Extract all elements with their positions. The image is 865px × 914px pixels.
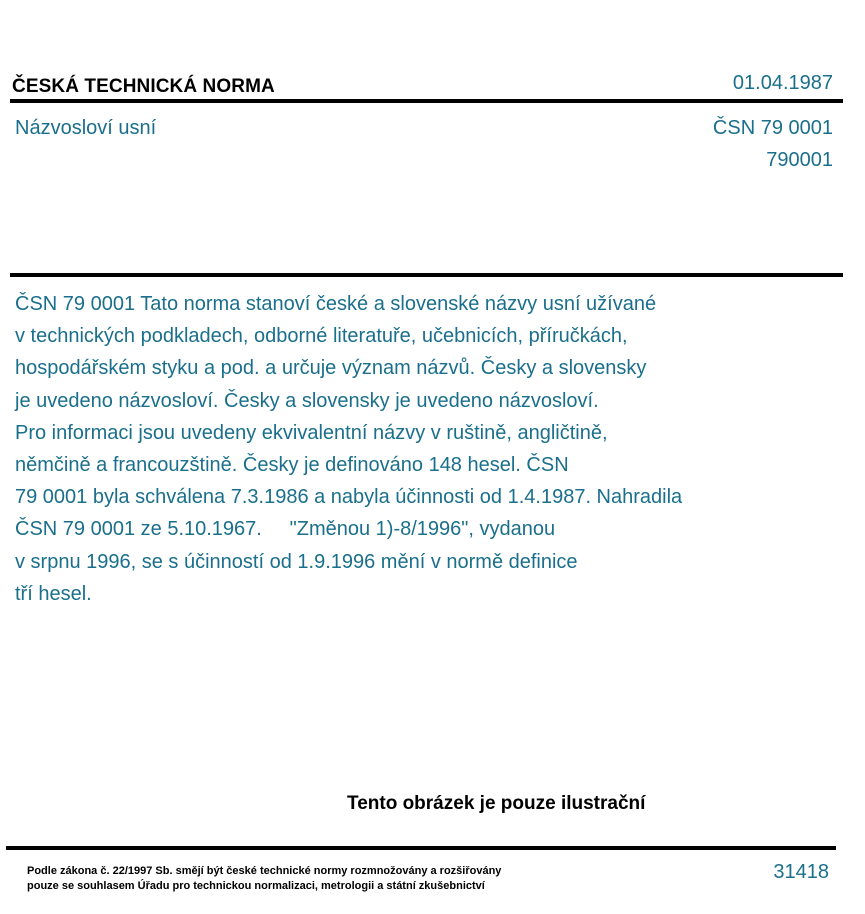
norm-subject: Názvosloví usní — [15, 117, 157, 139]
norm-description — [15, 288, 775, 610]
description-line: němčině a francouzštině. Česky je definováno 148 hesel. ČSN — [15, 454, 569, 477]
description-line: tří hesel. — [15, 582, 92, 605]
document-date: 01.04.1987 — [732, 72, 833, 94]
footer-divider — [6, 846, 836, 850]
description-line: ČSN 79 0001 ze 5.10.1967. "Změnou 1)-8/1996", vydanou — [15, 518, 556, 541]
description-line: hospodářském styku a pod. a určuje význam názvů. Česky a slovensky — [15, 357, 647, 380]
document-header-title: ČESKÁ TECHNICKÁ NORMA — [12, 76, 275, 97]
legal-line: Podle zákona č. 22/1997 Sb. smějí být české technické normy rozmnožovány a rozšiřovány — [27, 865, 502, 877]
section-divider — [10, 273, 843, 277]
description-line: v technických podkladech, odborné literatuře, učebnicích, příručkách, — [15, 325, 628, 348]
legal-line: pouze se souhlasem Úřadu pro technickou normalizaci, metrologii a státní zkušebnictví — [27, 880, 485, 892]
legal-notice — [27, 864, 501, 894]
illustration-note: Tento obrázek je pouze ilustrační — [347, 793, 646, 814]
norm-code: ČSN 79 0001 — [712, 117, 833, 139]
page-number: 31418 — [773, 861, 829, 883]
description-line: Pro informaci jsou uvedeny ekvivalentní názvy v ruštině, angličtině, — [15, 421, 608, 444]
header-divider — [10, 99, 843, 103]
class-code: 790001 — [766, 149, 833, 171]
description-line: v srpnu 1996, se s účinností od 1.9.1996 mění v normě definice — [15, 550, 578, 573]
description-line: je uvedeno názvosloví. Česky a slovensky je uvedeno názvosloví. — [15, 389, 599, 412]
description-line: 79 0001 byla schválena 7.3.1986 a nabyla účinnosti od 1.4.1987. Nahradila — [15, 486, 683, 509]
description-line: ČSN 79 0001 Tato norma stanoví české a slovenské názvy usní užívané — [15, 293, 657, 315]
